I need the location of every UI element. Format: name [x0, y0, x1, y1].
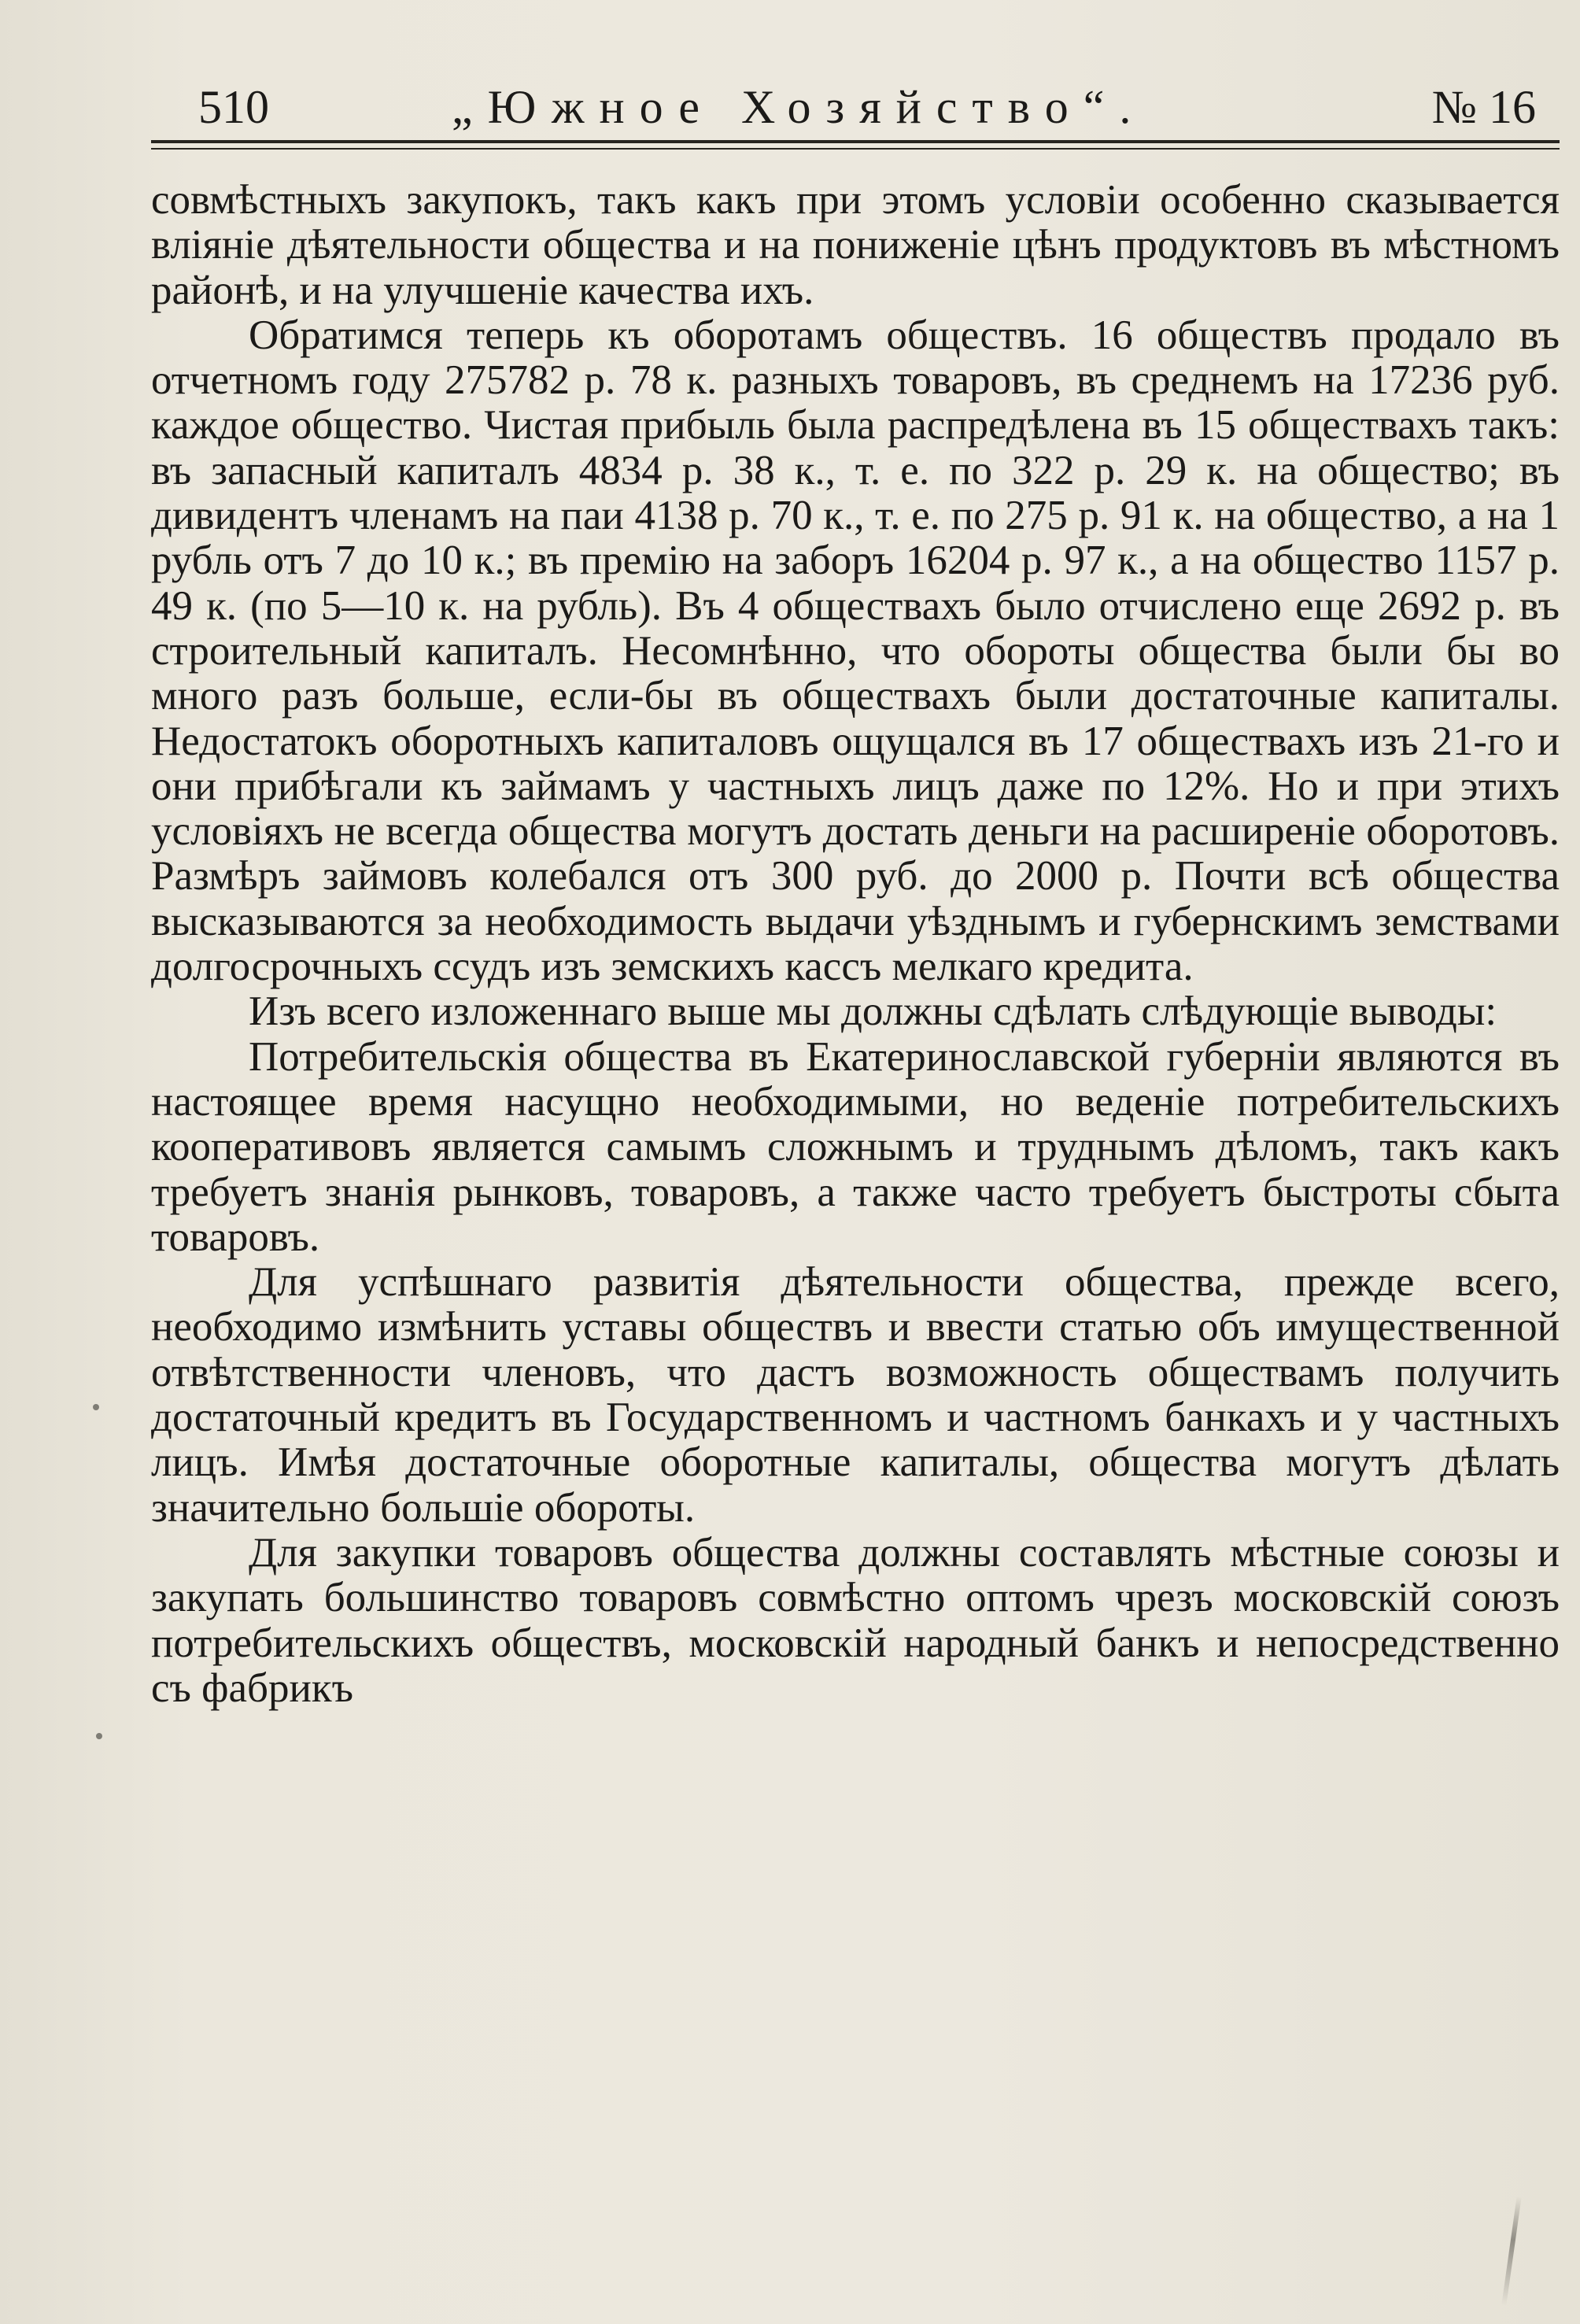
- paragraph-turnover: Обратимся теперь къ оборотамъ обществъ. 16 обществъ продало въ отчетномъ году 275782 р. 78 к. разныхъ товаровъ, въ среднемъ на 17236 руб. каждое общество. Чистая прибыль была распредѣлена въ 15 обществахъ такъ: въ запасный капиталъ 4834 р. 38 к., т. е. по 322 р. 29 к. на общество; въ дивидентъ членамъ на паи 4138 р. 70 к., т. е. по 275 р. 91 к. на общество, а на 1 рубль отъ 7 до 10 к.; въ премію на заборъ 16204 р. 97 к., а на общество 1157 р. 49 к. (по 5—10 к. на рубль). Въ 4 обществахъ было отчислено еще 2692 р. въ строительный капиталъ. Несомнѣнно, что обороты общества были бы во много разъ больше, если-бы въ обществахъ были достаточные капиталы. Недостатокъ оборотныхъ капиталовъ ощущался въ 17 обществахъ изъ 21-го и они прибѣгали къ займамъ у частныхъ лицъ даже по 12%. Но и при этихъ условіяхъ не всегда общества могутъ достать деньги на расширеніе оборотовъ. Размѣръ займовъ колебался отъ 300 руб. до 2000 р. Почти всѣ общества высказываются за необходимость выдачи уѣзднымъ и губернскимъ земствами долгосрочныхъ ссудъ изъ земскихъ кассъ мелкаго кредита.: [151, 312, 1560, 990]
- header-rule-thick: [151, 140, 1560, 143]
- issue-number: № 16: [1431, 81, 1536, 133]
- paper-scratch-mark: [1501, 2196, 1521, 2305]
- running-header: [151, 72, 1560, 135]
- paragraph-conclusion-3: Для закупки товаровъ общества должны составлять мѣстные союзы и закупать большинство товаровъ совмѣстно оптомъ чрезъ московскій союзъ потребительскихъ обществъ, московскій народный банкъ и непосредственно съ фабрикъ: [151, 1529, 1560, 1711]
- paragraph-continued: совмѣстныхъ закупокъ, такъ какъ при этомъ условіи особенно сказывается вліяніе дѣятельности общества и на пониженіе цѣнъ продуктовъ въ мѣстномъ районѣ, и на улучшеніе качества ихъ.: [151, 177, 1560, 313]
- header-rule-thin: [151, 148, 1560, 150]
- margin-speck: [93, 1404, 99, 1410]
- margin-speck: [96, 1733, 102, 1739]
- page-number: 510: [198, 81, 269, 133]
- paragraph-conclusion-2: Для успѣшнаго развитія дѣятельности общества, прежде всего, необходимо измѣнить уставы обществъ и ввести статью объ имущественной отвѣтственности членовъ, что дастъ возможность обществамъ получить достаточный кредитъ въ Государственномъ и частномъ банкахъ и у частныхъ лицъ. Имѣя достаточные оборотные капиталы, общества могутъ дѣлать значительно большіе обороты.: [151, 1259, 1560, 1531]
- paragraph-conclusions-intro: Изъ всего изложеннаго выше мы должны сдѣлать слѣдующіе выводы:: [249, 988, 1497, 1035]
- paragraph-conclusion-1: Потребительскія общества въ Екатеринославской губерніи являются въ настоящее время насущно необходимыми, но веденіе потребительскихъ кооперативовъ является самымъ сложнымъ и труднымъ дѣломъ, такъ какъ требуетъ знанія рынковъ, товаровъ, а также часто требуетъ быстроты сбыта товаровъ.: [151, 1033, 1560, 1260]
- journal-title: „Южное Хозяйство“.: [452, 81, 1146, 133]
- article-body: [151, 178, 1560, 1711]
